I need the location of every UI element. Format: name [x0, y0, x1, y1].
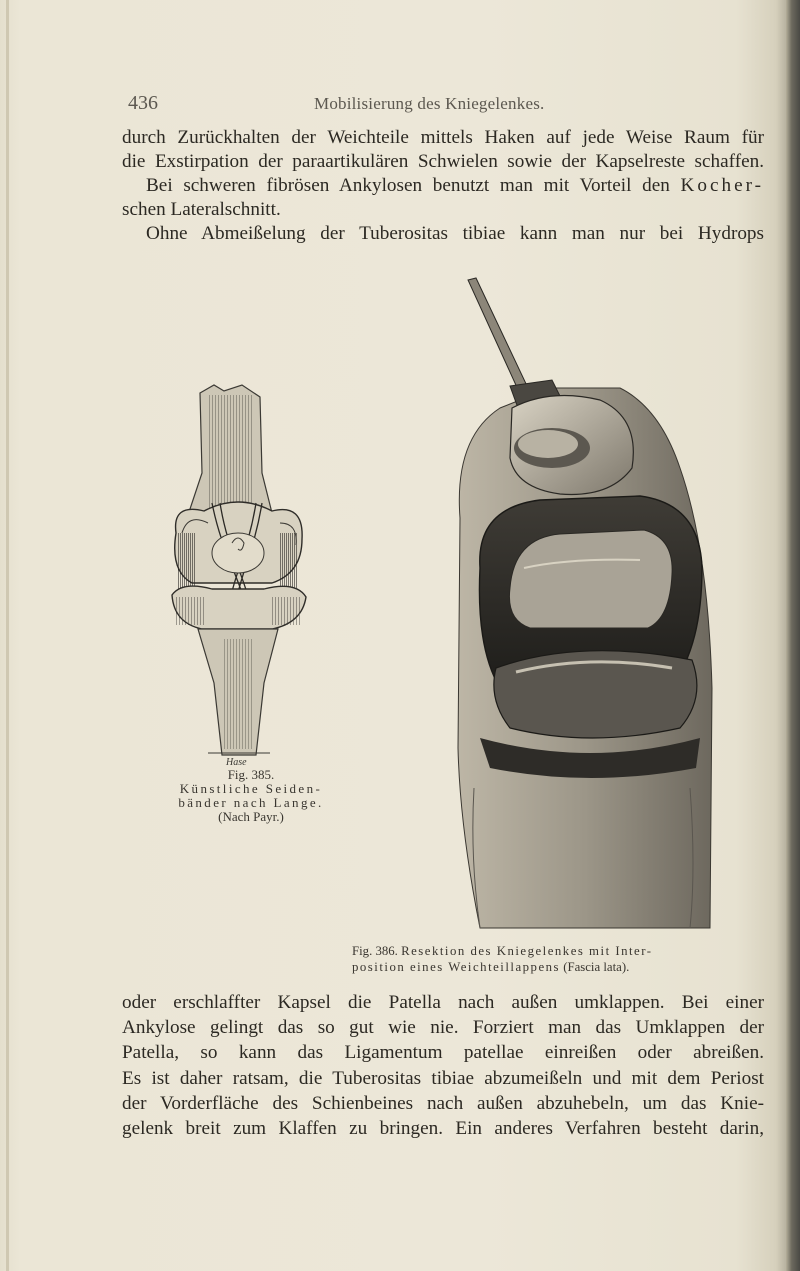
figure-386-label: Fig. 386. — [352, 944, 398, 958]
figure-386-caption — [352, 943, 744, 975]
page-edge-left — [6, 0, 9, 1271]
text-line: Es ist daher ratsam, die Tuberositas tibiae abzumeißeln und mit dem Periost — [122, 1067, 764, 1089]
running-head: Mobilisierung des Kniegelenkes. — [314, 94, 545, 113]
text-line: gelenk breit zum Klaffen zu bringen. Ein anderes Verfahren besteht darin, — [122, 1118, 764, 1140]
figure-386-caption-tail: (Fascia lata). — [563, 960, 630, 974]
figure-385-caption-line: Künstliche Seiden- — [179, 781, 323, 796]
figure-386-knee-resection-illustration — [440, 268, 730, 938]
text-line: Ankylose gelingt das so gut wie nie. Forziert man das Umklappen der — [122, 1017, 764, 1039]
text-run: Bei schweren fibrösen Ankylosen benutzt man mit Vorteil den — [146, 175, 670, 196]
figure-386-caption-line — [352, 943, 744, 959]
text-line: oder erschlaffter Kapsel die Patella nach außen umklappen. Bei einer — [122, 992, 764, 1013]
text-line: Patella, so kann das Ligamentum patellae einreißen oder abreißen. — [122, 1042, 764, 1064]
figure-386-caption-text: Resektion des Kniegelenkes mit Inter- — [401, 944, 653, 958]
author-name-spaced: Kocher- — [680, 175, 764, 196]
paragraph-top — [122, 126, 764, 246]
figure-386-caption-line — [352, 959, 744, 975]
figure-385-label: Fig. 385. — [227, 767, 275, 782]
svg-text:Hase: Hase — [226, 757, 247, 768]
page-header — [128, 92, 758, 118]
figure-385-caption-line: bänder nach Lange. — [178, 795, 324, 810]
figure-385-knee-ligaments-illustration — [152, 383, 324, 768]
paragraph-bottom — [122, 990, 764, 1141]
text-line — [122, 174, 764, 198]
text-line: durch Zurückhalten der Weichteile mittels Haken auf jede Weise Raum für — [122, 127, 764, 148]
text-line: Ohne Abmeißelung der Tuberositas tibiae kann man nur bei Hydrops — [146, 223, 764, 244]
text-line: die Exstirpation der paraartikulären Schwielen sowie der Kapselreste schaffen. — [122, 151, 764, 172]
figure-386-caption-text: position eines Weichteillappens — [352, 960, 561, 974]
page-number: 436 — [128, 92, 158, 114]
figure-385-caption — [146, 768, 356, 824]
text-line: schen Lateralschnitt. — [122, 199, 281, 220]
page-edge-right — [786, 0, 800, 1271]
text-line: der Vorderfläche des Schienbeines nach außen abzuhebeln, um das Knie- — [122, 1092, 764, 1114]
figure-385-source: (Nach Payr.) — [218, 809, 284, 824]
